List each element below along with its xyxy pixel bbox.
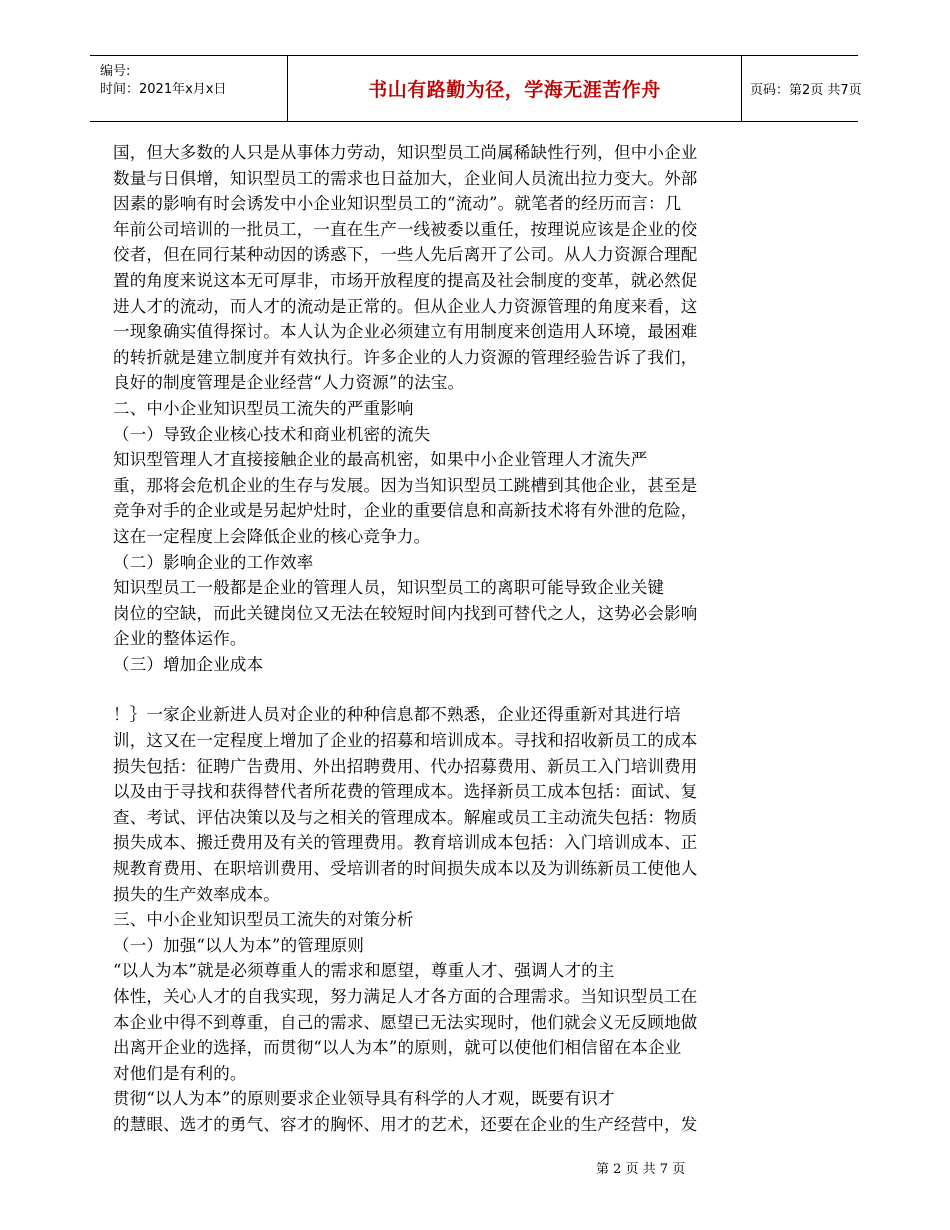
text-line: 体性，关心人才的自我实现，努力满足人才各方面的合理需求。当知识型员工在: [113, 987, 698, 1006]
text-line: 对他们是有利的。: [113, 1063, 247, 1083]
text-line: 规教育费用、在职培训费用、受培训者的时间损失成本以及为训练新员工使他人: [113, 859, 698, 879]
header-motto: 书山有路勤为径，学海无涯苦作舟: [368, 79, 661, 101]
text-line: 出离开企业的选择，而贯彻“以人为本”的原则，就可以使他们相信留在本企业: [113, 1038, 682, 1058]
body-block-1: [113, 140, 773, 677]
text-line: 一现象确实值得探讨。本人认为企业必须建立有用制度来创造用人环境，最困难: [113, 322, 698, 342]
text-line: 岗位的空缺，而此关键岗位又无法在较短时间内找到可替代之人，这势必会影响: [113, 603, 698, 623]
text-line: 知识型管理人才直接接触企业的最高机密，如果中小企业管理人才流失严: [113, 450, 648, 470]
text-line: ！｝一家企业新进人员对企业的种种信息都不熟悉，企业还得重新对其进行培: [113, 705, 681, 725]
text-line: （三）增加企业成本: [113, 654, 264, 674]
text-line: 训，这又在一定程度上增加了企业的招募和培训成本。寻找和招收新员工的成本: [113, 731, 698, 751]
text-line: 本企业中得不到尊重，自己的需求、愿望已无法实现时，他们就会义无反顾地做: [113, 1012, 698, 1032]
text-line: 查、考试、评估决策以及与之相关的管理成本。解雇或员工主动流失包括：物质: [113, 807, 698, 827]
text-line: 因素的影响有时会诱发中小企业知识型员工的“流动”。就笔者的经历而言：几: [113, 194, 682, 214]
text-line: 佼者，但在同行某种动因的诱惑下，一些人先后离开了公司。从人力资源合理配: [113, 245, 698, 265]
header-motto-cell: [287, 56, 742, 121]
text-line: 三、中小企业知识型员工流失的对策分析: [113, 910, 414, 930]
text-line: （一）导致企业核心技术和商业机密的流失: [113, 424, 431, 444]
text-line: 的转折就是建立制度并有效执行。许多企业的人力资源的管理经验告诉了我们，: [113, 347, 698, 367]
document-number-label: 编号:: [100, 64, 131, 79]
text-line: 竞争对手的企业或是另起炉灶时，企业的重要信息和高新技术将有外泄的危险，: [113, 501, 698, 521]
body-block-2: [113, 702, 773, 1137]
text-line: 国，但大多数的人只是从事体力劳动，知识型员工尚属稀缺性行列，但中小企业: [113, 143, 698, 162]
text-line: 贯彻“以人为本”的原则要求企业领导具有科学的人才观，既要有识才: [113, 1089, 615, 1109]
text-line: 知识型员工一般都是企业的管理人员，知识型员工的离职可能导致企业关键: [113, 578, 665, 598]
page-footer: 第 2 页 共 7 页: [596, 1162, 686, 1177]
header-page-cell: [742, 56, 862, 121]
text-line: 这在一定程度上会降低企业的核心竞争力。: [113, 526, 431, 546]
text-line: 的慧眼、选才的勇气、容才的胸怀、用才的艺术，还要在企业的生产经营中，发: [113, 1114, 698, 1134]
header-meta-cell: [90, 56, 287, 121]
text-line: 以及由于寻找和获得替代者所花费的管理成本。选择新员工成本包括：面试、复: [113, 782, 698, 802]
text-line: 置的角度来说这本无可厚非，市场开放程度的提高及社会制度的变革，就必然促: [113, 270, 698, 290]
text-line: 企业的整体运作。: [113, 629, 247, 649]
text-line: “以人为本”就是必须尊重人的需求和愿望，尊重人才、强调人才的主: [113, 961, 615, 981]
text-line: 良好的制度管理是企业经营“人力资源”的法宝。: [113, 373, 465, 393]
text-line: 二、中小企业知识型员工流失的严重影响: [113, 398, 414, 418]
page-header: [90, 55, 862, 122]
text-line: 损失包括：征聘广告费用、外出招聘费用、代办招募费用、新员工入门培训费用: [113, 756, 698, 776]
header-page-info: 页码：第2页 共7页: [750, 83, 862, 98]
text-line: 数量与日俱增，知识型员工的需求也日益加大，企业间人员流出拉力变大。外部: [113, 168, 698, 188]
text-line: 重，那将会危机企业的生存与发展。因为当知识型员工跳槽到其他企业，甚至是: [113, 475, 698, 495]
text-line: 进人才的流动，而人才的流动是正常的。但从企业人力资源管理的角度来看，这: [113, 296, 698, 316]
text-line: 损失的生产效率成本。: [113, 884, 280, 904]
document-time-label: 时间：2021年x月x日: [100, 82, 227, 97]
text-line: 年前公司培训的一批员工，一直在生产一线被委以重任，按理说应该是企业的佼: [113, 219, 698, 239]
paragraph-gap: [113, 677, 773, 702]
text-line: （一）加强“以人为本”的管理原则: [113, 935, 365, 955]
text-line: （二）影响企业的工作效率: [113, 552, 314, 572]
document-body: [113, 140, 773, 1138]
text-line: 损失成本、搬迁费用及有关的管理费用。教育培训成本包括：入门培训成本、正: [113, 833, 698, 853]
